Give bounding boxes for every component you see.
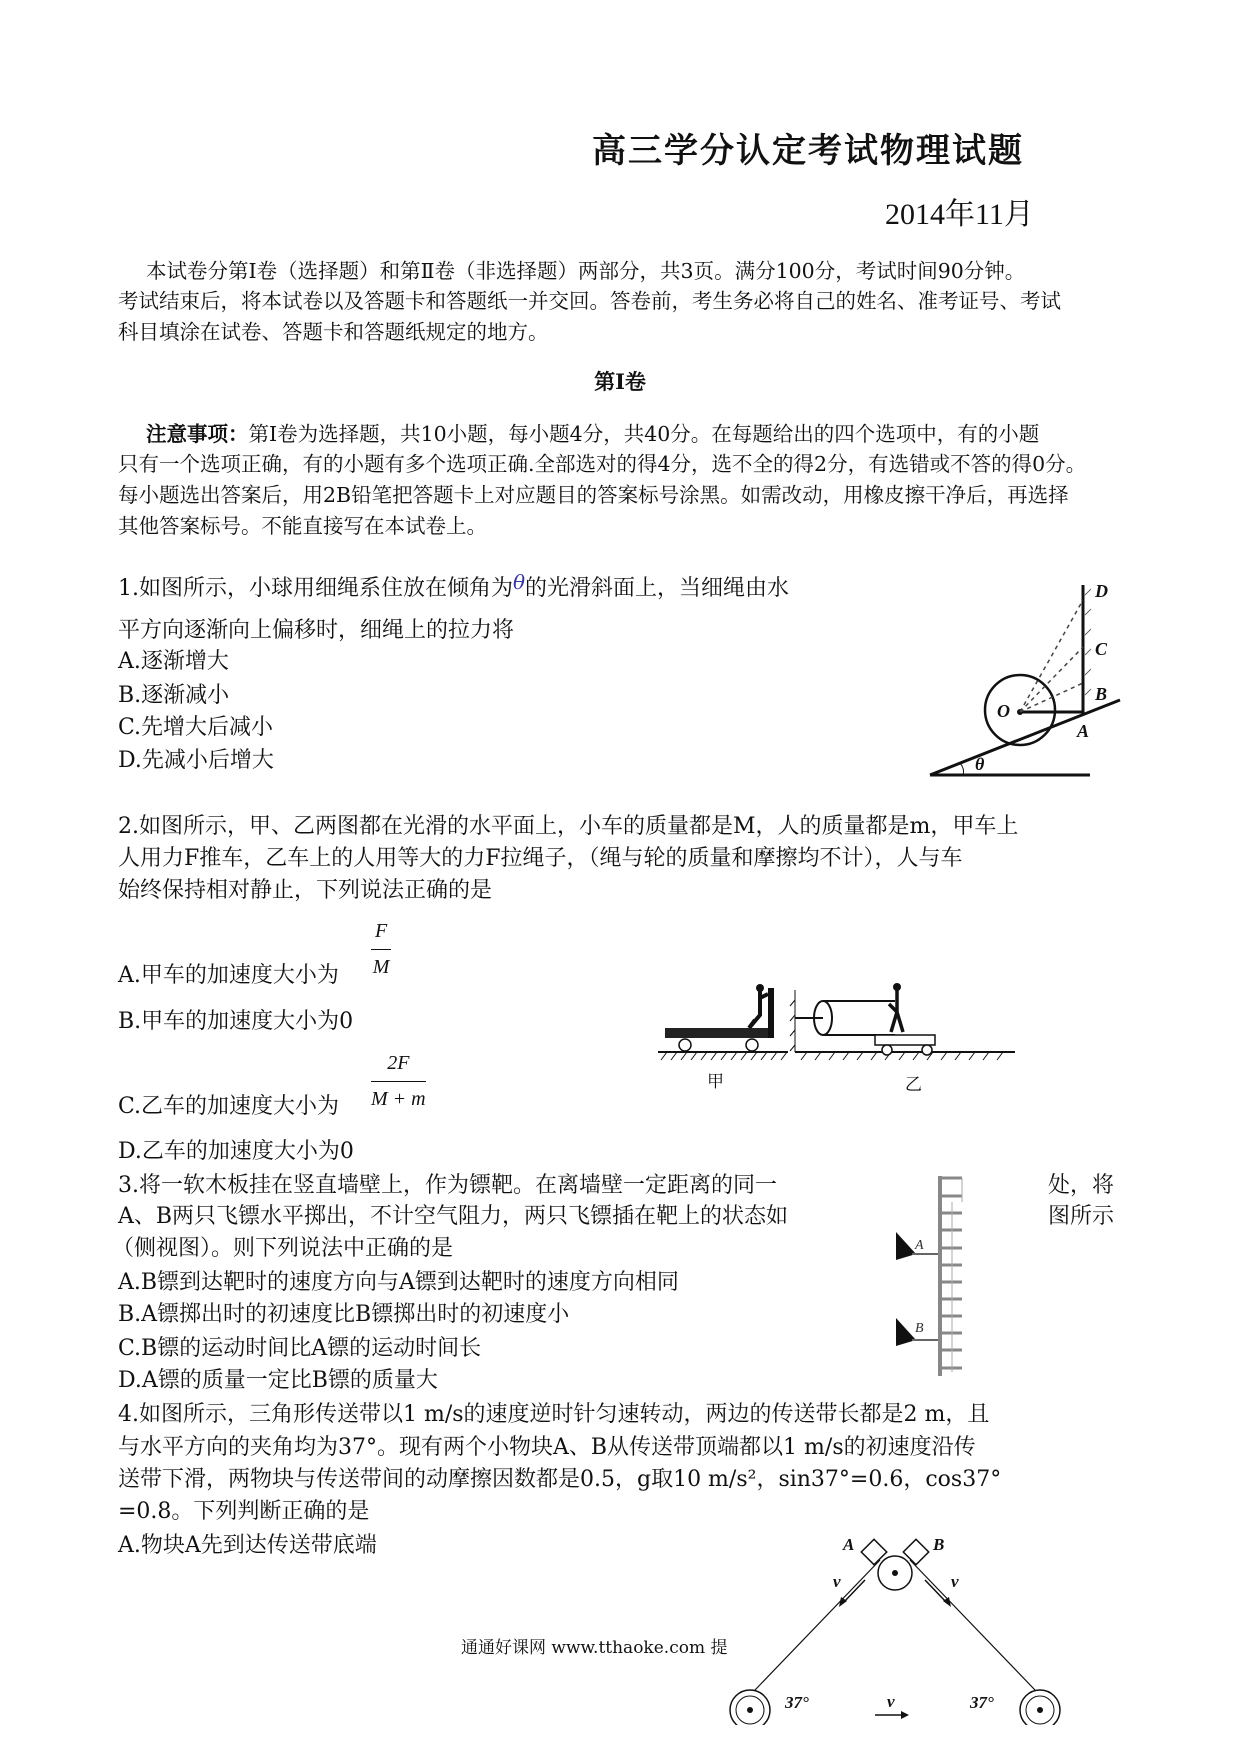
page-title: 高三学分认定考试物理试题 (592, 131, 1024, 171)
question-3-option: B.A镖掷出时的初速度比B镖掷出时的初速度小 (118, 1302, 570, 1327)
question-4-stem: =0.8。下列判断正确的是 (118, 1499, 370, 1524)
label-b: B (1095, 684, 1108, 704)
label-v-left: v (833, 1572, 841, 1591)
label-yi: 乙 (905, 1075, 922, 1095)
watermark: 通通好课网 www.tthaoke.com 提 (461, 1638, 728, 1658)
question-3-stem-right: 图所示 (1048, 1204, 1115, 1229)
question-2-option: A.甲车的加速度大小为 (118, 963, 339, 988)
question-1-stem: 平方向逐渐向上偏移时，细绳上的拉力将 (118, 618, 515, 643)
question-3-stem-right: 处，将 (1048, 1173, 1115, 1198)
label-theta: θ (975, 754, 985, 774)
fraction-2f-over-m-plus-m: $\frac{2F}{M + m}$ (371, 1052, 426, 1110)
notice-label: 注意事项： (146, 422, 249, 446)
label-angle-right: 37° (970, 1693, 994, 1712)
question-1-stem: 1.如图所示，小球用细绳系住放在倾角为θ的光滑斜面上，当细绳由水 (118, 570, 790, 601)
darts-target-figure (890, 1172, 1030, 1382)
label-b: B (915, 1321, 924, 1336)
label-v-right: v (951, 1572, 959, 1591)
label-a: A (843, 1535, 855, 1554)
notice-line: 注意事项：第Ⅰ卷为选择题，共10小题，每小题4分，共40分。在每题给出的四个选项中，有的小题 (146, 422, 1040, 446)
question-2-stem: 始终保持相对静止，下列说法正确的是 (118, 878, 493, 903)
notice-line: 其他答案标号。不能直接写在本试卷上。 (118, 514, 487, 538)
intro-line: 考试结束后，将本试卷以及答题卡和答题纸一并交回。答卷前，考生务必将自己的姓名、准考证号、考试 (118, 289, 1061, 313)
label-d: D (1095, 581, 1108, 601)
label-jia: 甲 (707, 1072, 724, 1092)
question-3-option: D.A镖的质量一定比B镖的质量大 (118, 1368, 438, 1393)
label-v-bottom: v (887, 1692, 895, 1711)
question-1-option: C.先增大后减小 (118, 715, 274, 740)
notice-line: 只有一个选项正确，有的小题有多个选项正确.全部选对的得4分，选不全的得2分，有选错或不答的得0分。 (118, 452, 1087, 476)
question-2-stem: 人用力F推车，乙车上的人用等大的力F拉绳子，（绳与轮的质量和摩擦均不计），人与车 (118, 846, 963, 871)
exam-date: 2014年11月 (885, 198, 1034, 231)
question-4-stem: 送带下滑，两物块与传送带间的动摩擦因数都是0.5，g取10 m/s²，sin37°=0.6，cos37° (118, 1467, 1002, 1492)
label-a: A (1077, 721, 1090, 741)
intro-line: 科目填涂在试卷、答题卡和答题纸规定的地方。 (118, 320, 549, 344)
question-3-stem: A、B两只飞镖水平掷出，不计空气阻力，两只飞镖插在靶上的状态如 (118, 1204, 789, 1229)
question-2-option: D.乙车的加速度大小为0 (118, 1139, 354, 1164)
label-c: C (1095, 639, 1108, 659)
notice-line: 每小题选出答案后，用2B铅笔把答题卡上对应题目的答案标号涂黑。如需改动，用橡皮擦干净后，再选择 (118, 483, 1069, 507)
intro-line: 本试卷分第Ⅰ卷（选择题）和第Ⅱ卷（非选择题）两部分，共3页。满分100分，考试时间90分钟。 (146, 259, 1026, 283)
question-3-option: C.B镖的运动时间比A镖的运动时间长 (118, 1336, 482, 1361)
question-3-stem: 3.将一软木板挂在竖直墙壁上，作为镖靶。在离墙壁一定距离的同一 (118, 1173, 777, 1198)
label-angle-left: 37° (785, 1693, 809, 1712)
question-4-stem: 与水平方向的夹角均为37°。现有两个小物块A、B从传送带顶端都以1 m/s的初速度沿传 (118, 1435, 976, 1460)
question-3-option: A.B镖到达靶时的速度方向与A镖到达靶时的速度方向相同 (118, 1270, 679, 1295)
label-a: A (915, 1238, 924, 1253)
question-2-option: C.乙车的加速度大小为 (118, 1094, 340, 1119)
question-2-option: B.甲车的加速度大小为0 (118, 1009, 354, 1034)
label-b: B (933, 1535, 945, 1554)
question-4-option: A.物块A先到达传送带底端 (118, 1533, 377, 1558)
fraction-f-over-m: $\frac{F}{M}$ (372, 920, 390, 978)
incline-ball-figure (925, 575, 1130, 785)
question-4-stem: 4.如图所示，三角形传送带以1 m/s的速度逆时针匀速转动，两边的传送带长都是2 m，且 (118, 1402, 990, 1427)
question-3-stem: （侧视图）。则下列说法中正确的是 (112, 1236, 454, 1261)
question-1-option: B.逐渐减小 (118, 683, 230, 708)
question-2-stem: 2.如图所示，甲、乙两图都在光滑的水平面上，小车的质量都是M，人的质量都是m，甲车上 (118, 814, 1019, 839)
section-title: 第Ⅰ卷 (594, 369, 646, 394)
conveyor-figure (725, 1525, 1065, 1725)
carts-figure (655, 980, 1020, 1095)
question-1-option: A.逐渐增大 (118, 649, 229, 674)
question-1-option: D.先减小后增大 (118, 748, 274, 773)
label-o: O (997, 701, 1010, 721)
